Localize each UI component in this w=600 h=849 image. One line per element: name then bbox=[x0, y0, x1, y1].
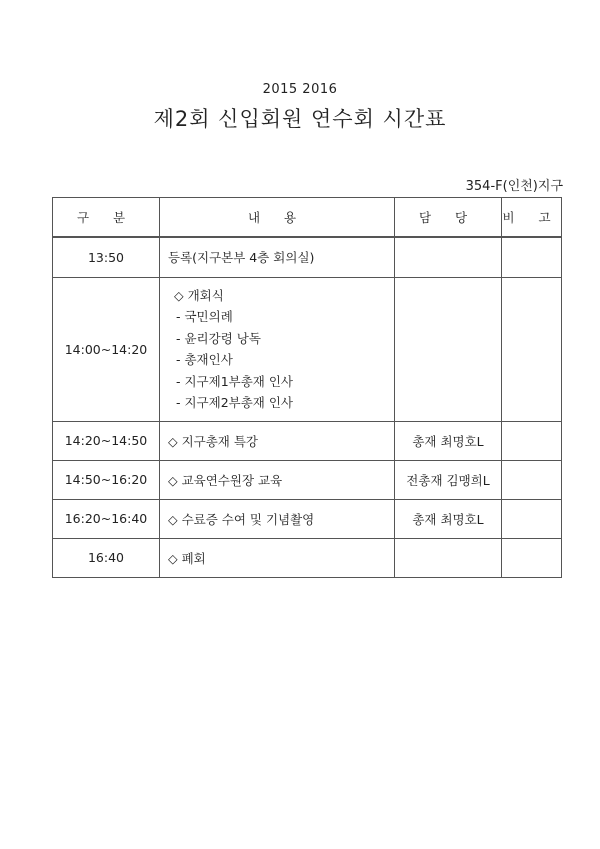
row-content: ◇ 교육연수원장 교육 bbox=[160, 460, 395, 499]
table-row bbox=[53, 277, 562, 421]
row-time: 13:50 bbox=[53, 237, 160, 277]
table-row bbox=[53, 538, 562, 577]
row-person: 총재 최명호L bbox=[395, 421, 502, 460]
document-title: 제2회 신입회원 연수회 시간표 bbox=[153, 107, 447, 131]
row-time: 16:40 bbox=[53, 538, 160, 577]
row-time: 14:20~14:50 bbox=[53, 421, 160, 460]
list-item: - 지구제1부총재 인사 bbox=[176, 373, 294, 389]
row-note bbox=[502, 421, 562, 460]
column-header-person: 담 당 bbox=[395, 198, 502, 238]
row-time: 14:00~14:20 bbox=[53, 277, 160, 421]
table-row bbox=[53, 237, 562, 277]
row-content: ◇ 지구총재 특강 bbox=[160, 421, 395, 460]
schedule-table bbox=[52, 197, 562, 578]
row-note bbox=[502, 460, 562, 499]
table-row bbox=[53, 421, 562, 460]
list-item: - 총재인사 bbox=[176, 352, 233, 367]
column-header-category: 구 분 bbox=[53, 198, 160, 238]
row-time: 16:20~16:40 bbox=[53, 499, 160, 538]
row-content: 등록(지구본부 4층 회의실) bbox=[160, 237, 395, 277]
row-note bbox=[502, 277, 562, 421]
list-item: - 지구제2부총재 인사 bbox=[176, 395, 294, 410]
table-header-row bbox=[53, 198, 562, 238]
list-item: ◇ 개회식 bbox=[174, 287, 224, 303]
table-row bbox=[53, 499, 562, 538]
row-note bbox=[502, 538, 562, 577]
list-item: - 국민의례 bbox=[176, 309, 233, 324]
row-person: 전총재 김맹희L bbox=[395, 460, 502, 499]
row-time: 14:50~16:20 bbox=[53, 460, 160, 499]
row-content: ◇ 폐회 bbox=[160, 538, 395, 577]
list-item: - 윤리강령 낭독 bbox=[176, 330, 261, 346]
row-person bbox=[395, 277, 502, 421]
district-label: 354-F(인천)지구 bbox=[465, 179, 563, 194]
opening-ceremony-list bbox=[168, 285, 394, 414]
row-content bbox=[160, 277, 395, 421]
row-note bbox=[502, 499, 562, 538]
row-person bbox=[395, 538, 502, 577]
row-person bbox=[395, 237, 502, 277]
table-row bbox=[53, 460, 562, 499]
row-person: 총재 최명호L bbox=[395, 499, 502, 538]
column-header-content: 내 용 bbox=[160, 198, 395, 238]
document-year: 2015 2016 bbox=[262, 82, 338, 97]
row-content: ◇ 수료증 수여 및 기념촬영 bbox=[160, 499, 395, 538]
column-header-note: 비 고 bbox=[502, 198, 562, 238]
row-note bbox=[502, 237, 562, 277]
